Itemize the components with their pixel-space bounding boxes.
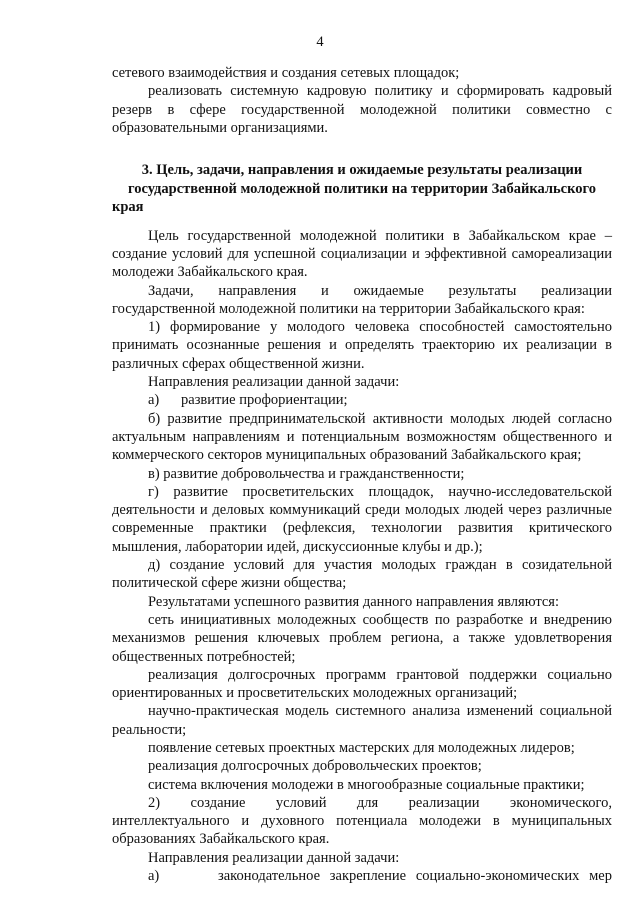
paragraph-tasks-intro: Задачи, направления и ожидаемые результаты реализации государственной молодежной политики на территории Забайкальского края: xyxy=(112,282,612,317)
result-item-1: сеть инициативных молодежных сообществ по разработке и внедрению механизмов решения ключевых проблем региона, а также удовлетворения общественных потребностей; xyxy=(112,611,612,665)
paragraph-directions-intro-1: Направления реализации данной задачи: xyxy=(148,374,400,391)
result-item-5: реализация долгосрочных добровольческих проектов; xyxy=(148,758,482,775)
paragraph-task-1: 1) формирование у молодого человека способностей самостоятельно принимать осознанные решения и определять траекторию их реализации в различных сферах общественной жизни. xyxy=(112,319,612,372)
list-item-a-1: а) развитие профориентации; xyxy=(148,392,348,409)
document-body xyxy=(112,64,616,885)
list-item-b-1: б) развитие предпринимательской активности молодых людей согласно актуальным направлениям и потенциальным возможностям общественного и коммерческого секторов муниципальных образований Забайкальского края; xyxy=(112,410,612,464)
list-item-v-1: в) развитие добровольчества и гражданственности; xyxy=(148,465,465,482)
page-number: 4 xyxy=(316,34,324,50)
paragraph-hr-policy: реализовать системную кадровую политику и сформировать кадровый резерв в сфере государственной молодежной политики совместно с образовательными организациями. xyxy=(112,83,612,136)
paragraph-directions-intro-2: Направления реализации данной задачи: xyxy=(148,849,400,866)
paragraph-results-intro: Результатами успешного развития данного направления являются: xyxy=(148,593,559,610)
list-item-d-1: д) создание условий для участия молодых граждан в созидательной политической сфере жизни общества; xyxy=(112,557,612,592)
list-item-g-1: г) развитие просветительских площадок, научно-исследовательской деятельности и деловых коммуникаций среди молодых людей через различные современные практики (рефлексия, технологии развития критического мышления, лаборатории идей, дискуссионные клубы и др.); xyxy=(112,483,612,555)
result-item-2: реализация долгосрочных программ грантовой поддержки социально ориентированных и просветительских молодежных организаций; xyxy=(112,666,612,702)
list-item-a-2: а) законодательное закрепление социально-экономических мер xyxy=(148,868,612,885)
result-item-3: научно-практическая модель системного анализа изменений социальной реальности; xyxy=(112,703,612,738)
section-heading: 3. Цель, задачи, направления и ожидаемые результаты реализации государственной молодежной политики на территории Забайкальского края xyxy=(112,162,596,216)
paragraph-goal: Цель государственной молодежной политики в Забайкальском крае – создание условий для успешной социализации и эффективной самореализации молодежи Забайкальского края. xyxy=(112,227,612,281)
result-item-6: система включения молодежи в многообразные социальные практики; xyxy=(148,776,585,793)
result-item-4: появление сетевых проектных мастерских для молодежных лидеров; xyxy=(148,740,575,756)
continued-line: сетевого взаимодействия и создания сетевых площадок; xyxy=(112,65,460,81)
paragraph-task-2: 2) создание условий для реализации экономического, интеллектуального и духовного потенциала молодежи в муниципальных образованиях Забайкальского края. xyxy=(112,794,616,848)
